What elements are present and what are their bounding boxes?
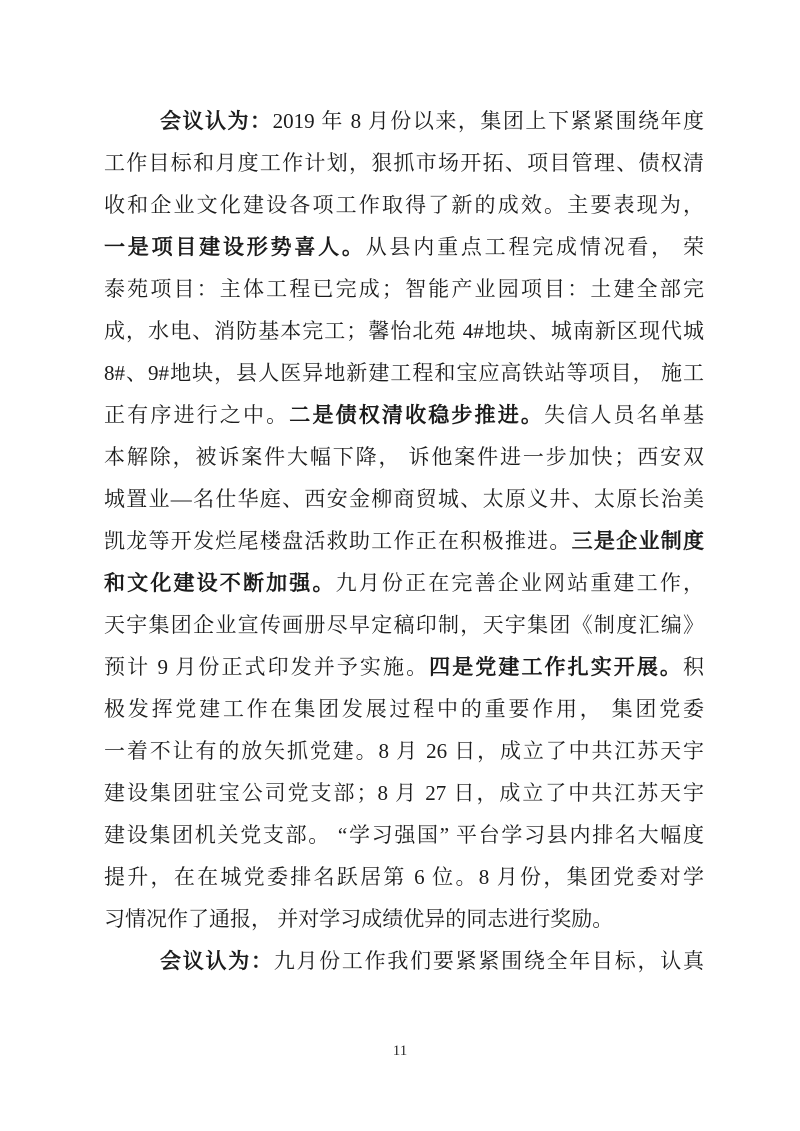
body-text: 提升，在在城党委排名跃居第 6 位。8 月份，集团党委对学 bbox=[104, 865, 704, 889]
body-text: 工作目标和月度工作计划，狠抓市场开拓、项目管理、债权清 bbox=[104, 151, 704, 175]
body-text: 一着不让有的放矢抓党建。8 月 26 日，成立了中共江苏天宇 bbox=[104, 739, 704, 763]
text-line bbox=[104, 562, 704, 604]
page-number: 11 bbox=[392, 1043, 408, 1059]
emphasis-text: 会议认为： bbox=[160, 109, 273, 133]
text-line bbox=[104, 478, 704, 520]
body-text: 预计 9 月份正式印发并予实施。 bbox=[104, 655, 430, 679]
body-text: 凯龙等开发烂尾楼盘活救助工作正在积极推进。 bbox=[104, 529, 572, 553]
body-text: 本解除，被诉案件大幅下降， 诉他案件进一步加快；西安双 bbox=[104, 445, 704, 469]
emphasis-text: 会议认为： bbox=[160, 949, 274, 973]
text-line bbox=[104, 268, 704, 310]
body-text: 建设集团机关党支部。 “学习强国” 平台学习县内排名大幅度 bbox=[104, 823, 704, 847]
text-line bbox=[104, 100, 704, 142]
emphasis-text: 一是项目建设形势喜人。 bbox=[104, 235, 366, 259]
text-line bbox=[104, 730, 704, 772]
text-line bbox=[104, 226, 704, 268]
body-text: 2019 年 8 月份以来，集团上下紧紧围绕年度 bbox=[272, 109, 704, 133]
text-line bbox=[104, 436, 704, 478]
body-text: 城置业—名仕华庭、西安金柳商贸城、太原义井、太原长治美 bbox=[104, 487, 704, 511]
body-text: 极发挥党建工作在集团发展过程中的重要作用， 集团党委 bbox=[104, 697, 704, 721]
body-text: 正有序进行之中。 bbox=[104, 403, 290, 427]
document-text bbox=[104, 100, 704, 982]
text-line bbox=[104, 142, 704, 184]
body-text: 九月份正在完善企业网站重建工作， bbox=[335, 571, 704, 595]
body-text: 九月份工作我们要紧紧围绕全年目标，认真 bbox=[273, 949, 704, 973]
emphasis-text: 和文化建设不断加强。 bbox=[104, 571, 336, 595]
text-line bbox=[104, 394, 704, 436]
body-text: 从县内重点工程完成情况看， 荣 bbox=[365, 235, 704, 259]
page-footer bbox=[0, 1042, 800, 1060]
emphasis-text: 三是企业制度 bbox=[571, 529, 704, 553]
body-text: 建设集团驻宝公司党支部；8 月 27 日，成立了中共江苏天宇 bbox=[104, 781, 704, 805]
text-line bbox=[104, 352, 704, 394]
text-line bbox=[104, 688, 704, 730]
text-line bbox=[104, 184, 704, 226]
body-text: 8#、9#地块，县人医异地新建工程和宝应高铁站等项目， 施工 bbox=[104, 361, 704, 385]
body-text: 成，水电、消防基本完工；馨怡北苑 4#地块、城南新区现代城 bbox=[104, 319, 704, 343]
emphasis-text: 二是债权清收稳步推进。 bbox=[289, 403, 545, 427]
text-line bbox=[104, 520, 704, 562]
body-text: 习情况作了通报， 并对学习成绩优异的同志进行奖励。 bbox=[104, 907, 614, 931]
text-line bbox=[104, 310, 704, 352]
body-text: 失信人员名单基 bbox=[544, 403, 704, 427]
text-line bbox=[104, 940, 704, 982]
body-text: 天宇集团企业宣传画册尽早定稿印制，天宇集团《制度汇编》 bbox=[104, 613, 704, 637]
text-line bbox=[104, 898, 704, 940]
text-line bbox=[104, 772, 704, 814]
body-text: 积 bbox=[683, 655, 704, 679]
text-line bbox=[104, 856, 704, 898]
text-line bbox=[104, 646, 704, 688]
text-line bbox=[104, 604, 704, 646]
body-text: 泰苑项目：主体工程已完成；智能产业园项目：土建全部完 bbox=[104, 277, 704, 301]
body-text: 收和企业文化建设各项工作取得了新的成效。主要表现为， bbox=[104, 193, 704, 217]
text-line bbox=[104, 814, 704, 856]
emphasis-text: 四是党建工作扎实开展。 bbox=[429, 655, 684, 679]
